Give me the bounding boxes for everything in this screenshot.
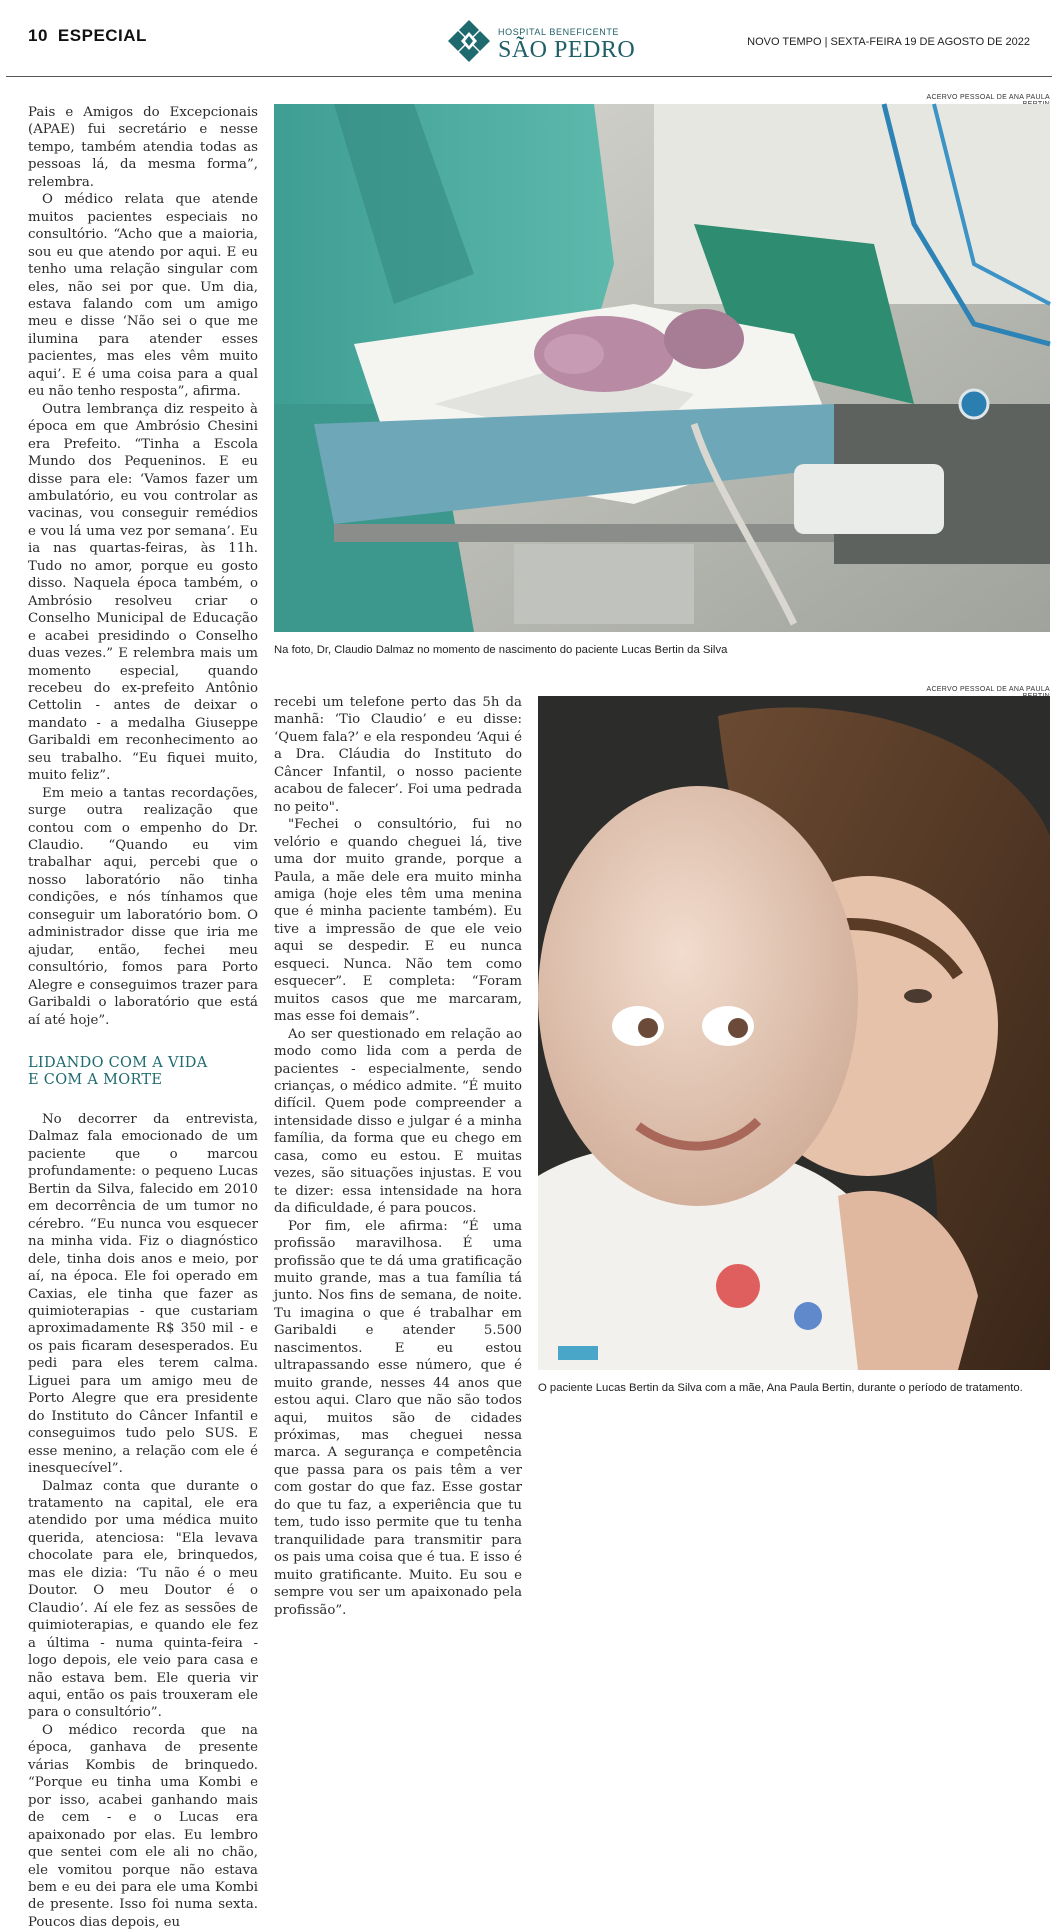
photo-credit: ACERVO PESSOAL DE ANA PAULA [926,686,1050,693]
article-column-2 [274,694,522,1619]
page-header [0,0,1058,78]
article-paragraph: Ao ser questionado em relação ao modo como lida com a perda de pacientes - especialmente, sendo crianças, o médico admite. “É muito difícil. Quem pode compreender a intensidade disso e julgar é a minha família, da forma que eu chego em casa, como eu estou. E muitas vezes, são situações injustas. E vou te dizer: essa intensidade na hora da dificuldade, é para poucos. [274,1026,522,1217]
article-paragraph: Pais e Amigos do Excepcionais (APAE) fui secretário e nesse tempo, também atendia todas as pessoas lá, da mesma forma”, relembra. [28,105,258,190]
article-paragraph: No decorrer da entrevista, Dalmaz fala emocionado de um paciente que o marcou profundamente: o pequeno Lucas Bertin da Silva, falecido em 2010 em decorrência de um tumor no cérebro. “Eu nunca vou esquecer na minha vida. Fiz o diagnóstico dele, tinha dois anos e meio, por aí, na época. Ele foi operado em Caxias, ele tinha que fazer as quimioterapias - que custariam aproximadamente R$ 350 mil - e os pais ficaram desesperados. Eu pedi para eles terem calma. Liguei para um amigo meu de Porto Alegre que era presidente do Instituto do Câncer Infantil e conseguimos tudo pelo SUS. E esse menino, a relação com ele é inesquecível”. [28,1112,258,1477]
article-paragraph: Em meio a tantas recordações, surge outra realização que contou com o empenho do Dr. Claudio. “Quando eu vim trabalhar aqui, percebi que o nosso laboratório não tinha condições, e nós tínhamos que conseguir um laboratório bom. O administrador disse que iria me ajudar, então, fechei meu consultório, fomos para Porto Alegre e conseguimos trazer para Garibaldi o laboratório que está aí até hoje”. [28,785,258,1028]
section-name: ESPECIAL [57,26,147,45]
logo-title: SÃO PEDRO [498,37,636,63]
page-number-section [28,26,147,46]
edition-info: NOVO TEMPO | SEXTA-FEIRA 19 DE AGOSTO DE 2022 [747,36,1030,48]
header-divider [6,76,1052,77]
hospital-cross-icon [446,18,492,64]
subheading-line-2: E COM A MORTE [28,1072,163,1089]
mother-child-photo-image [538,696,1050,1370]
article-paragraph: recebi um telefone perto das 5h da manhã: ‘Tio Claudio’ e eu disse: ‘Quem fala?’ e ela respondeu ‘Aqui é a Dra. Cláudia do Instituto do Câncer Infantil, o nosso paciente acabou de falecer’. Foi uma pedrada no peito". [274,695,522,815]
newborn-photo [274,104,1050,632]
photo-credit: ACERVO PESSOAL DE ANA PAULA [926,94,1050,101]
mother-child-photo [538,696,1050,1370]
logo-subtitle: HOSPITAL BENEFICENTE [498,27,620,37]
subheading-line-1: LIDANDO COM A VIDA [28,1055,208,1072]
section-subheading [28,1055,258,1089]
newborn-photo-image [274,104,1050,632]
article-paragraph: Dalmaz conta que durante o tratamento na capital, ele era atendido por uma médica muito querida, atenciosa: "Ela levava chocolate para ele, brinquedos, mas ele dizia: ‘Tu não é o meu Doutor. O meu Doutor é o Claudio’. Aí ele fez as sessões de quimioterapias, e quando ele fez a última - numa quinta-feira - logo depois, ele veio para casa e não estava bem. Ele queria vir aqui, então os pais trouxeram ele para o consultório”. [28,1478,258,1721]
article-paragraph: O médico relata que atende muitos pacientes especiais no consultório. “Acho que a maioria, sou eu que atendo por aqui. E eu tenho uma relação singular com eles, não sei por que. Um dia, estava falando com um amigo meu e disse ‘Não sei o que me ilumina para atender esses pacientes, mas eles vêm muito aqui’. E é uma coisa para a qual eu não tenho resposta”, afirma. [28,192,258,400]
page-number: 10 [28,26,48,45]
article-paragraph: O médico recorda que na época, ganhava de presente várias Kombis de brinquedo. “Porque eu tinha uma Kombi e por isso, acabei ganhando mais de cem - e o Lucas era apaixonado por elas. Eu lembro que sentei com ele ali no chão, ele vomitou porque não estava bem e eu dei para ele uma Kombi de presente. Isso foi numa sexta. Poucos dias depois, eu [28,1722,258,1930]
article-paragraph: Outra lembrança diz respeito à época em que Ambrósio Chesini era Prefeito. “Tinha a Escola Mundo dos Pequeninos. E eu disse para ele: ‘Vamos fazer um ambulatório, eu vou controlar as vacinas, vou conseguir remédios e vou lá uma vez por semana’. Eu ia nas quartas-feiras, às 11h. Tudo no amor, porque eu gosto disso. Naquela época também, o Ambrósio resolveu criar o Conselho Municipal de Educação e acabei presidindo o Conselho duas vezes.” E relembra mais um momento especial, quando recebeu do ex-prefeito Antônio Cettolin - antes de deixar o mandato - a medalha Giuseppe Garibaldi em reconhecimento ao seu trabalho. “Eu fiquei muito, muito feliz”. [28,401,258,784]
photo-caption: Na foto, Dr, Claudio Dalmaz no momento de nascimento do paciente Lucas Bertin da Silva [274,644,728,656]
article-column-1 [28,104,258,1931]
photo-caption: O paciente Lucas Bertin da Silva com a mãe, Ana Paula Bertin, durante o período de tratamento. [538,1382,1023,1394]
hospital-logo [446,18,636,66]
article-paragraph: "Fechei o consultório, fui no velório e quando cheguei lá, tive uma dor muito grande, porque a Paula, a mãe dele era muito minha amiga (hoje eles têm uma menina que é minha paciente também). Eu tive a impressão de que ele veio aqui se despedir. E eu nunca esqueci. Nunca. Não tem como esquecer”. E completa: “Foram muitos casos que me marcaram, mas esse foi demais”. [274,817,522,1025]
article-paragraph: Por fim, ele afirma: “É uma profissão maravilhosa. É uma profissão que te dá uma gratificação muito grande, mas a tua família tá junto. Nos fins de semana, de noite. Tu imagina o que é trabalhar em Garibaldi e atender 5.500 nascimentos. E eu estou ultrapassando esse número, que é muito grande, nesses 44 anos que estou aqui. Claro que não são todos aqui, muitos são de cidades próximas, mas cheguei nessa marca. A segurança e competência que passa para os pais têm a ver com gostar do que faz. Esse gostar do que tu faz, a experiência que tu tem, tudo isso permite que tu tenha tranquilidade para transmitir para os pais uma coisa que é tua. E isso é muito gratificante. Muito. Eu sou e sempre vou ser um apaixonado pela profissão”. [274,1218,522,1618]
